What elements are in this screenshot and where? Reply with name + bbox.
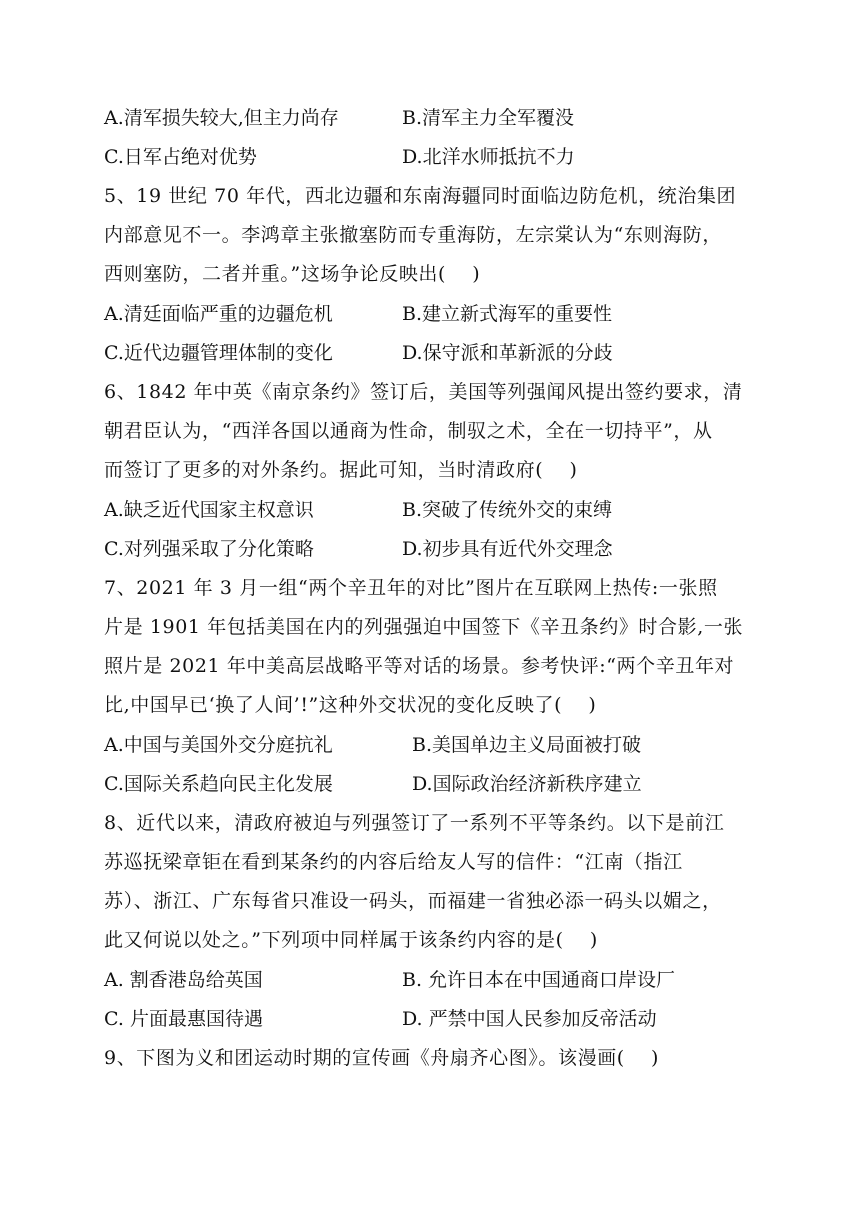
q7-stem-line-2: 片是 1901 年包括美国在内的列强强迫中国签下《辛丑条约》时合影,一张	[104, 616, 744, 638]
q7-stem-line-4: 比,中国早已‘换了人间’!”这种外交状况的变化反映了( )	[104, 694, 597, 716]
q6-stem-line-3: 而签订了更多的对外条约。据此可知，当时清政府( )	[104, 459, 578, 481]
q4-option-c: C.日军占绝对优势	[104, 146, 257, 168]
q5-stem-line-3: 西则塞防，二者并重。”这场争论反映出( )	[104, 263, 481, 285]
q9-stem-line-1: 9、下图为义和团运动时期的宣传画《舟扇齐心图》。该漫画( )	[104, 1047, 660, 1069]
q6-stem-line-2: 朝君臣认为，“西洋各国以通商为性命，制驭之术，全在一切持平”，从	[104, 420, 713, 442]
q7-option-b: B.美国单边主义局面被打破	[412, 734, 642, 756]
q7-option-a: A.中国与美国外交分庭抗礼	[104, 734, 333, 756]
q6-option-a: A.缺乏近代国家主权意识	[104, 499, 314, 521]
q4-option-b: B.清军主力全军覆没	[402, 107, 575, 129]
q7-stem-line-3: 照片是 2021 年中美高层战略平等对话的场景。参考快评:“两个辛丑年对	[104, 655, 735, 677]
q8-stem-line-2: 苏巡抚梁章钜在看到某条约的内容后给友人写的信件：“江南（指江	[104, 851, 683, 873]
q5-stem-line-2: 内部意见不一。李鸿章主张撤塞防而专重海防，左宗棠认为“东则海防，	[104, 224, 722, 246]
q8-stem-line-1: 8、近代以来，清政府被迫与列强签订了一系列不平等条约。以下是前江	[104, 812, 725, 834]
q6-stem-line-1: 6、1842 年中英《南京条约》签订后，美国等列强闻风提出签约要求，清	[104, 381, 743, 403]
q5-option-a: A.清廷面临严重的边疆危机	[104, 303, 333, 325]
q8-option-b: B. 允许日本在中国通商口岸设厂	[402, 969, 676, 991]
q6-option-b: B.突破了传统外交的束缚	[402, 499, 613, 521]
q7-stem-line-1: 7、2021 年 3 月一组“两个辛丑年的对比”图片在互联网上热传:一张照	[104, 577, 718, 599]
q8-option-a: A. 割香港岛给英国	[104, 969, 263, 991]
q8-option-c: C. 片面最惠国待遇	[104, 1008, 263, 1030]
q8-stem-line-4: 此又何说以处之。”下列项中同样属于该条约内容的是( )	[104, 929, 598, 951]
q6-option-d: D.初步具有近代外交理念	[402, 538, 613, 560]
q4-option-d: D.北洋水师抵抗不力	[402, 146, 575, 168]
q4-option-a: A.清军损失较大,但主力尚存	[104, 107, 339, 129]
q5-stem-line-1: 5、19 世纪 70 年代，西北边疆和东南海疆同时面临边防危机，统治集团	[104, 185, 737, 207]
q6-option-c: C.对列强采取了分化策略	[104, 538, 314, 560]
q5-option-c: C.近代边疆管理体制的变化	[104, 342, 333, 364]
q8-stem-line-3: 苏）、浙江、广东每省只准设一码头，而福建一省独必添一码头以媚之，	[104, 890, 722, 912]
q5-option-d: D.保守派和革新派的分歧	[402, 342, 613, 364]
q7-option-d: D.国际政治经济新秩序建立	[412, 773, 642, 795]
q7-option-c: C.国际关系趋向民主化发展	[104, 773, 333, 795]
q5-option-b: B.建立新式海军的重要性	[402, 303, 613, 325]
q8-option-d: D. 严禁中国人民参加反帝活动	[402, 1008, 657, 1030]
